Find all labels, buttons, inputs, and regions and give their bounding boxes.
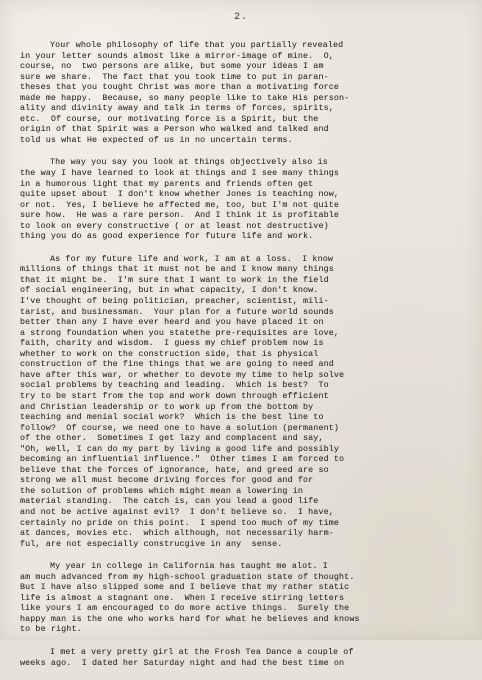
- typed-line: have after this war, or whether to devote my time to help solve: [20, 369, 345, 380]
- letter-paragraph: [0, 157, 482, 241]
- typed-line: sure we share. The fact that you took time to put in paran-: [20, 71, 329, 82]
- typed-line: and Christian leadership or to work up from the bottom by: [20, 401, 314, 412]
- typed-line: of social engineering, but in what capacity, I don't know.: [20, 285, 319, 296]
- typed-line: in your letter sounds almost like a mirror-image of mine. O,: [20, 50, 334, 61]
- typed-line: becoming an influential influence." Other times I am forced to: [20, 454, 345, 465]
- typed-line: origin of that Spirit was a Person who walked and talked and: [20, 124, 329, 135]
- typed-line: that it might be. I'm sure that I want to work in the field: [20, 274, 329, 285]
- letter-body: [0, 40, 482, 680]
- typed-line: My year in college in California has taught me alot. I: [50, 561, 328, 572]
- typed-line: certainly no pride on this point. I spend too much of my time: [20, 517, 340, 528]
- typed-line: to be right.: [20, 624, 82, 635]
- typed-line: or not. Yes, I believe he affected me, too, but I'm not quite: [20, 199, 340, 210]
- typed-line: quite upset about I don't know whether Jones is teaching now,: [20, 189, 340, 200]
- typed-line: material standing. The catch is, can you lead a good life: [20, 496, 319, 507]
- typed-line: life is almost a stagnant one. When I receive stirring letters: [20, 592, 345, 603]
- typed-line: at dances, movies etc. which although, not necessarily harm-: [20, 528, 334, 539]
- typed-line: etc. Of course, our motivating force is a Spirit, but the: [20, 113, 319, 124]
- typed-line: made me happy. Because, so many people like to take His person-: [20, 92, 350, 103]
- typed-line: in a humorous light that my parents and friends often get: [20, 178, 314, 189]
- typed-line: strong we all must become driving forces for good and for: [20, 475, 314, 486]
- typed-line: told us what He expected of us in no uncertain terms.: [20, 134, 293, 145]
- typed-line: sure how. He was a rare person. And I think it is profitable: [20, 210, 340, 221]
- typed-line: millions of things that it must not be and I know many things: [20, 264, 334, 275]
- typed-line: try to be start from the top and work down through efficient: [20, 390, 329, 401]
- typed-line: am much advanced from my high-school graduation state of thought.: [20, 571, 355, 582]
- page-number: 2.: [233, 12, 248, 23]
- typed-line: teaching and menial social work? Which is the best line to: [20, 412, 324, 423]
- typed-line: construction of the fine things that we are going to need and: [20, 359, 334, 370]
- typed-line: better than any I have ever heard and you have placed it on: [20, 317, 324, 328]
- typed-line: But I have also slipped some and I believe that my rather static: [20, 582, 350, 593]
- typed-line: faith, charity and wisdom. I guess my chief problem now is: [20, 338, 324, 349]
- typed-line: and not be active against evil? I don't believe so. I have,: [20, 506, 334, 517]
- letter-paragraph: [0, 40, 482, 145]
- typed-line: weeks ago. I dated her Saturday night and had the best time on: [20, 657, 345, 668]
- typed-line: to look on every constructive ( or at least not destructive): [20, 220, 329, 231]
- letter-paragraph: [0, 254, 482, 549]
- typed-line: the solution of problems which might mean a lowering in: [20, 485, 304, 496]
- typed-line: Your whole philosophy of life that you partially revealed: [50, 40, 344, 50]
- typed-line: The way you say you look at things objectively also is: [50, 157, 328, 168]
- typed-line: follow? Of course, we need one to have a solution (permanent): [20, 422, 340, 433]
- typed-line: of the other. Sometimes I get lazy and complacent and say,: [20, 433, 324, 444]
- typed-line: ful, are not especially construcgive in any sense.: [20, 538, 283, 549]
- typed-line: believe that the forces of ignorance, hate, and greed are so: [20, 464, 329, 475]
- typed-line: the way I have learned to look at things and I see many things: [20, 168, 340, 179]
- typed-line: whether to work on the construction side, that is physical: [20, 348, 319, 359]
- typed-line: social problems by teaching and leading. Which is best? To: [20, 380, 329, 391]
- typed-line: a strong foundation when you statethe pre-requisites are love,: [20, 327, 340, 338]
- typed-line: As for my future life and work, I am at a loss. I know: [50, 253, 334, 264]
- typed-line: thing you do as good experience for future life and work.: [20, 231, 314, 242]
- typed-line: tarist, and businessman. Your plan for a future world sounds: [20, 306, 334, 317]
- typed-line: ality and divinity away and talk in terms of forces, spirits,: [20, 103, 334, 114]
- letter-paragraph: [0, 561, 482, 635]
- typed-line: "Oh, well, I can do my part by living a good life and possibly: [20, 443, 340, 454]
- letter-paragraph: [0, 647, 482, 668]
- typed-line: like yours I am encouraged to do more active things. Surely the: [20, 603, 350, 614]
- typed-line: theses that you tought Christ was more than a motivating force: [20, 82, 340, 93]
- typed-line: I've thought of being politician, preacher, scientist, mili-: [20, 296, 329, 307]
- typed-line: I met a very pretty girl at the Frosh Tea Dance a couple of: [50, 646, 354, 657]
- typed-line: course, no two persons are alike, but some your ideas I am: [20, 61, 324, 72]
- typed-line: happy man is the one who works hard for what he believes and knows: [20, 613, 360, 624]
